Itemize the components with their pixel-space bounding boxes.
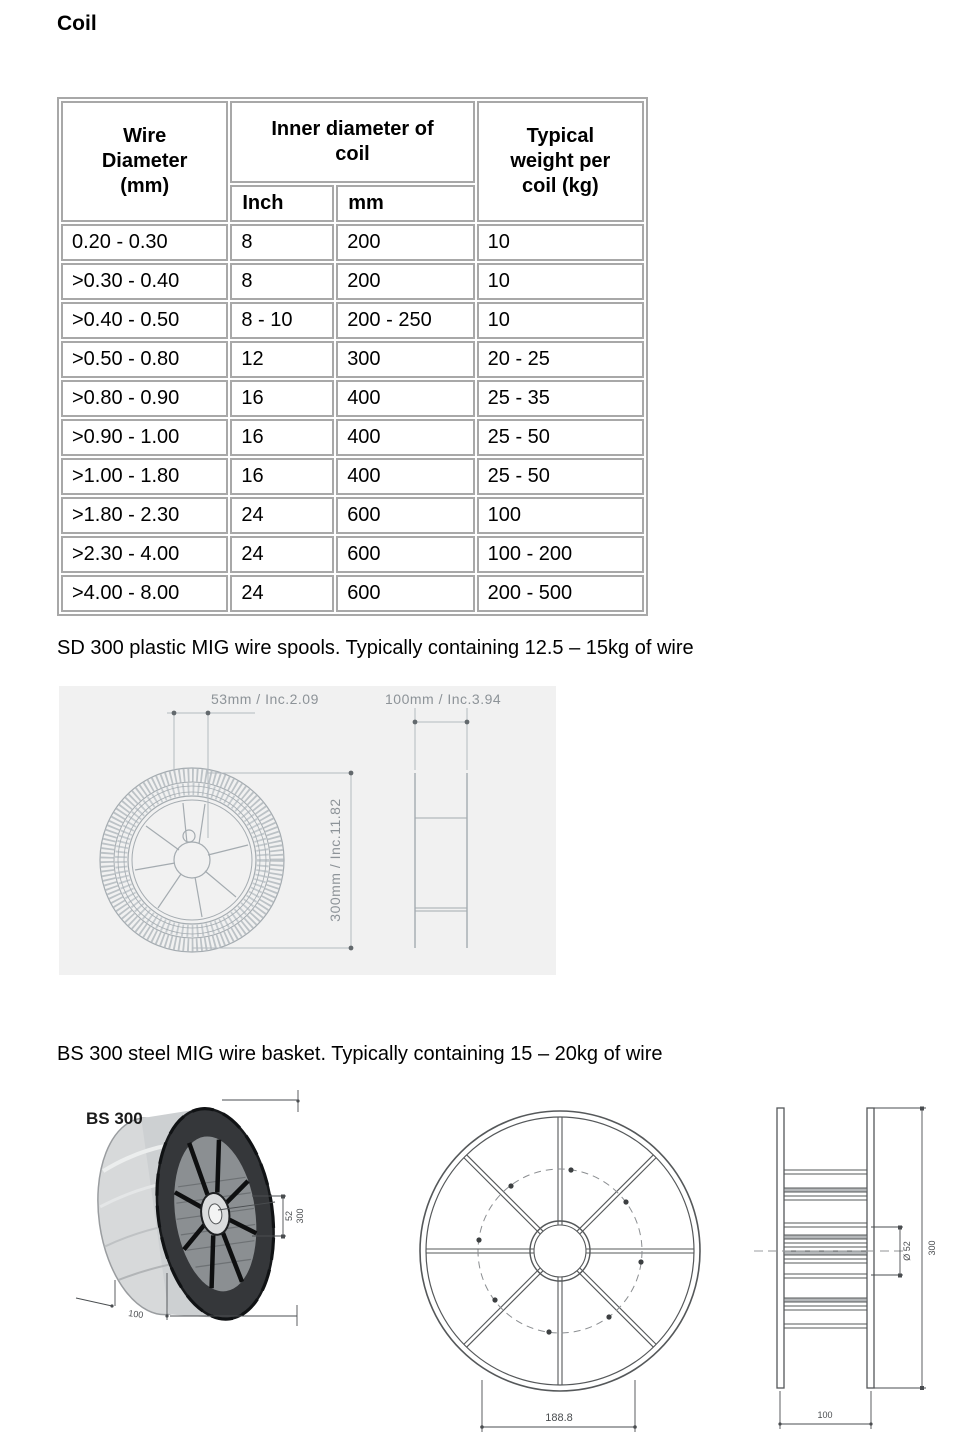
table-cell: >1.80 - 2.30 (61, 497, 228, 534)
table-cell: >4.00 - 8.00 (61, 575, 228, 612)
table-cell: 400 (336, 380, 474, 417)
table-cell: >0.40 - 0.50 (61, 302, 228, 339)
bs300-photo-view (70, 1088, 320, 1338)
header-typical-weight: Typical weight per coil (kg) (477, 101, 644, 222)
dim-label-bore: Ø 52 (902, 1241, 912, 1261)
sd300-figure (59, 686, 556, 975)
dim-label-hub: 53mm / Inc.2.09 (211, 691, 319, 707)
table-cell: 24 (230, 575, 334, 612)
bs300-caption: BS 300 steel MIG wire basket. Typically containing 15 – 20kg of wire (57, 1043, 663, 1065)
table-cell: >0.90 - 1.00 (61, 419, 228, 456)
table-cell: 16 (230, 458, 334, 495)
coil-size-table (57, 97, 648, 616)
table-row (61, 497, 644, 534)
table-cell: 20 - 25 (477, 341, 644, 378)
sd300-dim-width (385, 691, 501, 770)
table-row (61, 302, 644, 339)
dim-label-bore: 52 (284, 1210, 294, 1222)
sd300-drawing (59, 686, 556, 975)
table-cell: >0.80 - 0.90 (61, 380, 228, 417)
table-cell: 10 (477, 224, 644, 261)
table-row (61, 380, 644, 417)
table-cell: 8 - 10 (230, 302, 334, 339)
sd300-side-view (415, 773, 467, 948)
table-row (61, 536, 644, 573)
table-header-row (61, 101, 644, 183)
table-cell: 200 - 500 (477, 575, 644, 612)
table-row (61, 575, 644, 612)
table-cell: 400 (336, 458, 474, 495)
header-wire-diameter: Wire Diameter (mm) (61, 101, 228, 222)
table-row (61, 341, 644, 378)
table-cell: 12 (230, 341, 334, 378)
table-row (61, 419, 644, 456)
dim-label-diameter: 300mm / Inc.11.82 (327, 798, 343, 922)
page-title: Coil (57, 12, 97, 35)
sd300-caption: SD 300 plastic MIG wire spools. Typically containing 12.5 – 15kg of wire (57, 637, 694, 659)
table-cell: 8 (230, 263, 334, 300)
table-cell: 16 (230, 380, 334, 417)
bs300-label: BS 300 (86, 1109, 143, 1128)
table-cell: >2.30 - 4.00 (61, 536, 228, 573)
table-cell: 25 - 35 (477, 380, 644, 417)
table-cell: 600 (336, 497, 474, 534)
bs300-side-dim-bore (871, 1226, 912, 1278)
table-cell: 24 (230, 497, 334, 534)
table-cell: 25 - 50 (477, 419, 644, 456)
table-cell: 8 (230, 224, 334, 261)
table-cell: 200 (336, 263, 474, 300)
table-cell: 10 (477, 302, 644, 339)
dim-label-width: 100 (127, 1308, 144, 1321)
header-inner-diameter: Inner diameter of coil (230, 101, 474, 183)
table-cell: 0.20 - 0.30 (61, 224, 228, 261)
bs300-front-view (408, 1085, 718, 1453)
sd300-dim-hub (167, 691, 319, 838)
dim-label-diameter: 300 (295, 1208, 305, 1224)
bs300-front-drawing (408, 1085, 718, 1448)
table-cell: 25 - 50 (477, 458, 644, 495)
table-cell: >1.00 - 1.80 (61, 458, 228, 495)
table-cell: 200 (336, 224, 474, 261)
rivet-dots (476, 1167, 643, 1334)
table-row (61, 224, 644, 261)
table-row (61, 263, 644, 300)
dim-label-width: 100mm / Inc.3.94 (385, 691, 502, 707)
header-inch: Inch (230, 185, 334, 222)
dim-label-diameter: 300 (927, 1240, 937, 1256)
dim-label-width: 100 (817, 1410, 833, 1420)
dim-label-pitch: 188.8 (545, 1412, 573, 1424)
bs300-side-dim-width (778, 1391, 872, 1429)
table-cell: 600 (336, 575, 474, 612)
bs300-photo-drawing (70, 1088, 320, 1333)
table-row (61, 458, 644, 495)
table-cell: >0.50 - 0.80 (61, 341, 228, 378)
table-cell: 10 (477, 263, 644, 300)
header-mm: mm (336, 185, 474, 222)
table-cell: 600 (336, 536, 474, 573)
bs300-side-drawing (748, 1085, 953, 1448)
table-cell: 400 (336, 419, 474, 456)
table-cell: 100 - 200 (477, 536, 644, 573)
table-cell: 24 (230, 536, 334, 573)
spool-3d (86, 1101, 287, 1333)
bs300-side-view (748, 1085, 953, 1453)
bs300-front-dim (480, 1380, 637, 1432)
table-cell: 200 - 250 (336, 302, 474, 339)
sd300-front-view (100, 768, 284, 952)
table-cell: 100 (477, 497, 644, 534)
table-cell: >0.30 - 0.40 (61, 263, 228, 300)
table-cell: 16 (230, 419, 334, 456)
table-cell: 300 (336, 341, 474, 378)
